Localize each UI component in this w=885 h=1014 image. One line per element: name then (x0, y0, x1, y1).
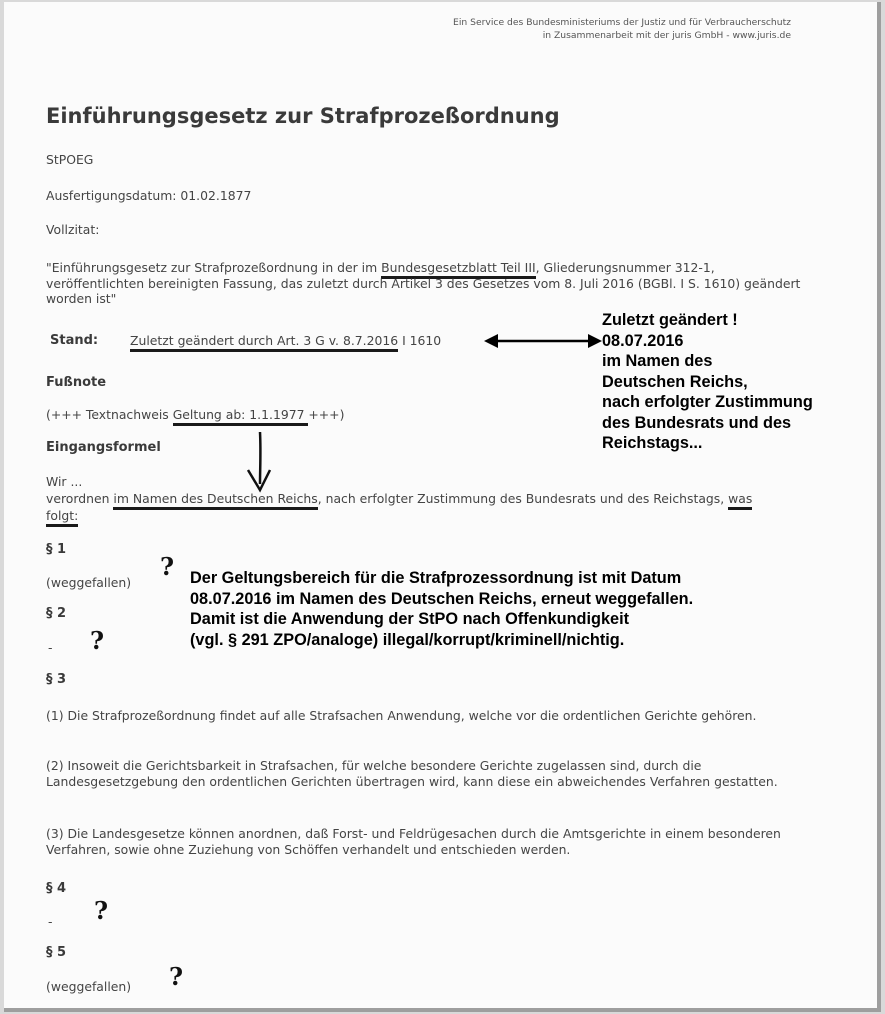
fussnote-prefix: (+++ Textnachweis (46, 407, 173, 422)
fussnote-suffix: +++) (308, 407, 345, 422)
annotation-right-line: im Namen des (602, 352, 713, 370)
law-abbreviation: StPOEG (46, 152, 94, 167)
annotation-main-line: Damit ist die Anwendung der StPO nach Offenkundigkeit (190, 610, 630, 628)
question-mark-icon: ? (94, 896, 109, 925)
service-line-1: Ein Service des Bundesministeriums der Justiz und für Verbraucherschutz (453, 17, 791, 28)
section-4-heading: § 4 (46, 881, 67, 896)
section-5-heading: § 5 (46, 945, 67, 960)
stand-rest: I 1610 (398, 333, 442, 348)
document-page (4, 2, 881, 1012)
bgbl-link[interactable]: Bundesgesetzblatt Teil III (381, 260, 536, 279)
section-1-heading: § 1 (46, 542, 67, 557)
annotation-main-line: (vgl. § 291 ZPO/analoge) illegal/korrupt/kriminell/nichtig. (190, 630, 625, 649)
annotation-right-line: Zuletzt geändert ! (602, 311, 738, 329)
question-mark-icon: ? (160, 552, 175, 581)
vollzitat-label: Vollzitat: (46, 222, 100, 237)
section-5-text: (weggefallen) (46, 979, 132, 994)
annotation-right-line: des Bundesrats und des (602, 413, 792, 432)
eingangsformel-underlined-2b: folgt: (46, 508, 78, 527)
section-3-paragraph-1: (1) Die Strafprozeßordnung findet auf alle Strafsachen Anwendung, welche vor die ordentlichen Gerichte gehören. (46, 708, 757, 723)
eingangsformel-underlined-2a: was (728, 491, 752, 510)
document-title: Einführungsgesetz zur Strafprozeßordnung (46, 104, 560, 128)
eingangsformel-heading: Eingangsformel (46, 440, 161, 455)
annotation-arrows (4, 2, 877, 1008)
annotation-right-line: Reichstags... (602, 434, 703, 452)
annotation-main-line: Der Geltungsbereich für die Strafprozessordnung ist mit Datum (190, 569, 682, 587)
section-3-heading: § 3 (46, 672, 67, 687)
double-arrow-icon (484, 334, 602, 348)
vollzitat-part-1: "Einführungsgesetz zur Strafprozeßordnung in der im (46, 260, 382, 275)
section-1-text: (weggefallen) (46, 575, 132, 590)
eingangsformel-pre: verordnen (46, 491, 114, 506)
eingangsformel-mid: , nach erfolgter Zustimmung des Bundesrats und des Reichstags, (317, 491, 729, 506)
annotation-right-line: Deutschen Reichs, (602, 372, 748, 391)
stand-underlined: Zuletzt geändert durch Art. 3 G v. 8.7.2016 (130, 333, 398, 352)
section-3-paragraph-2: (2) Insoweit die Gerichtsbarkeit in Strafsachen, für welche besondere Gerichte zugelassen sind, durch die Landesgesetzgebung den ordentlichen Gerichten übertragen wird, kann diese ein abweichendes Verfahren gestatten. (46, 758, 778, 789)
fussnote-heading: Fußnote (46, 375, 107, 390)
annotation-main-line: 08.07.2016 im Namen des Deutschen Reichs, erneut weggefallen. (190, 589, 694, 608)
question-mark-icon: ? (90, 626, 105, 655)
stand-label: Stand: (50, 333, 99, 348)
issue-date: Ausfertigungsdatum: 01.02.1877 (46, 188, 252, 203)
section-2-text: - (48, 640, 53, 655)
vollzitat-part-2: , Gliederungsnummer 312-1, veröffentlichten bereinigten Fassung, das zuletzt durch Artikel 3 des Gesetzes vom 8. Juli 2016 (BGBl. I S. 1610) geändert worden ist" (46, 260, 801, 306)
annotation-right-line: nach erfolgter Zustimmung (602, 393, 813, 411)
eingangsformel-line-1: Wir ... (46, 474, 83, 489)
down-arrow-icon (248, 432, 270, 490)
section-3-paragraph-3: (3) Die Landesgesetze können anordnen, daß Forst- und Feldrügesachen durch die Amtsgerichte in einem besonderen Verfahren, sowie ohne Zuziehung von Schöffen verhandelt und entschieden werden. (46, 826, 781, 857)
service-line-2: in Zusammenarbeit mit der juris GmbH - www.juris.de (542, 30, 791, 41)
section-4-text: - (48, 914, 53, 929)
eingangsformel-underlined-1: im Namen des Deutschen Reichs (113, 491, 317, 510)
section-2-heading: § 2 (46, 606, 67, 621)
question-mark-icon: ? (169, 962, 184, 991)
fussnote-underlined: Geltung ab: 1.1.1977 (173, 407, 309, 426)
annotation-right-line: 08.07.2016 (602, 331, 684, 350)
